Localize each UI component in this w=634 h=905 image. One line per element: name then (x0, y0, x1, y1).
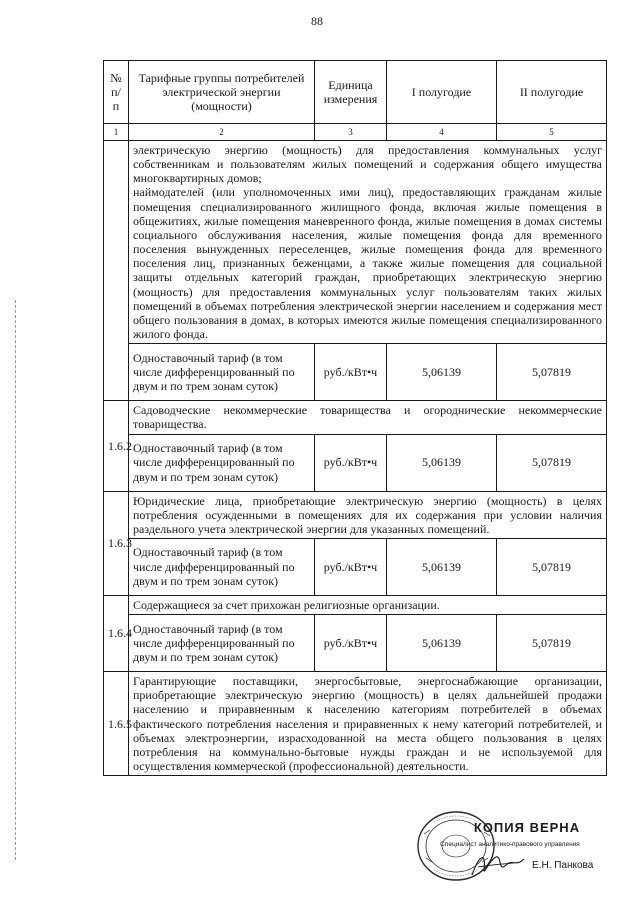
stamp-subtitle: Специалист аналитико-правового управления (440, 841, 580, 848)
column-number: 4 (387, 124, 497, 141)
section-description: Содержащиеся за счет прихожан религиозные организации. (129, 595, 607, 614)
tariff-unit: руб./кВт•ч (315, 434, 387, 491)
section-description (129, 141, 607, 344)
section-id: 1.6.3 (104, 491, 129, 595)
tariff-value-h1: 5,06139 (387, 434, 497, 491)
tariff-row (104, 344, 607, 401)
margin-line (15, 300, 16, 860)
section-row (104, 141, 607, 344)
column-number: 3 (315, 124, 387, 141)
column-number: 5 (497, 124, 607, 141)
tariff-label: Одноставочный тариф (в том числе дифференцированный по двум и по трем зонам суток) (129, 344, 315, 401)
signature-icon (468, 849, 528, 881)
tariff-value-h2: 5,07819 (497, 538, 607, 595)
tariff-label: Одноставочный тариф (в том числе дифференцированный по двум и по трем зонам суток) (129, 615, 315, 672)
tariff-value-h2: 5,07819 (497, 434, 607, 491)
tariff-value-h2: 5,07819 (497, 344, 607, 401)
section-description: Садоводческие некоммерческие товарищества и огороднические некоммерческие товарищества. (129, 401, 607, 434)
section-id: 1.6.2 (104, 401, 129, 491)
tariff-row (104, 538, 607, 595)
section-description: Гарантирующие поставщики, энергосбытовые, энергоснабжающие организации, приобретающие электрическую энергию (мощность) в целях дальнейшей продажи населению и приравненным к населению категориям потребителей в объемах фактического потребления населения и приравненных к нему категорий потребителей, и объемах электроэнергии, израсходованной на места общего пользования в целях потребления на коммунально-бытовые нужды граждан и не используемой для осуществления коммерческой (профессиональной) деятельности. (129, 672, 607, 776)
tariff-unit: руб./кВт•ч (315, 344, 387, 401)
section-description: Юридические лица, приобретающие электрическую энергию (мощность) в целях потребления осужденными в помещениях для их содержания при условии наличия раздельного учета электрической энергии для указанных помещений. (129, 491, 607, 538)
section-id: 1.6.5 (104, 672, 129, 776)
section-text: электрическую энергию (мощность) для предоставления коммунальных услуг собственникам и пользователям жилых помещений и содержания общего имущества многоквартирных домов; наймодателей (или уполномоченных ими лиц), предоставляющих гражданам жилые помещения специализированного жилищного фонда, включая жилые помещения в общежитиях, жилые помещения маневренного фонда, жилые помещения в домах системы социального обслуживания населения, жилые помещения фонда для временного поселения вынужденных переселенцев, жилые помещения фонда для временного поселения лиц, признанных беженцами, а также жилые помещения для социальной защиты отдельных категорий граждан, приобретающих электрическую энергию (мощность) для предоставления коммунальных услуг пользователям таких жилых помещений в объемах потребления электрической энергии населением и содержания мест общего пользования в домах, в которых имеются жилые помещения специализированного жилого фонда. (133, 143, 602, 342)
certification-stamp (414, 808, 606, 881)
tariff-unit: руб./кВт•ч (315, 615, 387, 672)
section-row (104, 401, 607, 434)
section-id: 1.6.4 (104, 595, 129, 671)
tariff-value-h1: 5,06139 (387, 344, 497, 401)
section-id (104, 141, 129, 401)
page-number: 88 (311, 14, 323, 28)
header-half-year-2: II полугодие (497, 61, 607, 124)
tariff-value-h1: 5,06139 (387, 538, 497, 595)
column-number: 1 (104, 124, 129, 141)
header-row (104, 61, 607, 124)
tariff-label: Одноставочный тариф (в том числе дифференцированный по двум и по трем зонам суток) (129, 434, 315, 491)
header-half-year-1: I полугодие (387, 61, 497, 124)
tariff-label: Одноставочный тариф (в том числе дифференцированный по двум и по трем зонам суток) (129, 538, 315, 595)
section-row (104, 672, 607, 776)
signer-name: Е.Н. Панкова (532, 860, 594, 871)
column-number-row (104, 124, 607, 141)
stamp-title: КОПИЯ ВЕРНА (473, 820, 581, 835)
tariff-table (103, 60, 607, 776)
header-unit: Единица измерения (315, 61, 387, 124)
column-number: 2 (129, 124, 315, 141)
tariff-row (104, 615, 607, 672)
tariff-row (104, 434, 607, 491)
tariff-value-h2: 5,07819 (497, 615, 607, 672)
section-row (104, 491, 607, 538)
header-tariff-group: Тарифные группы потребителей электрической энергии (мощности) (129, 61, 315, 124)
section-row (104, 595, 607, 614)
tariff-value-h1: 5,06139 (387, 615, 497, 672)
header-number: № п/п (104, 61, 129, 124)
tariff-unit: руб./кВт•ч (315, 538, 387, 595)
